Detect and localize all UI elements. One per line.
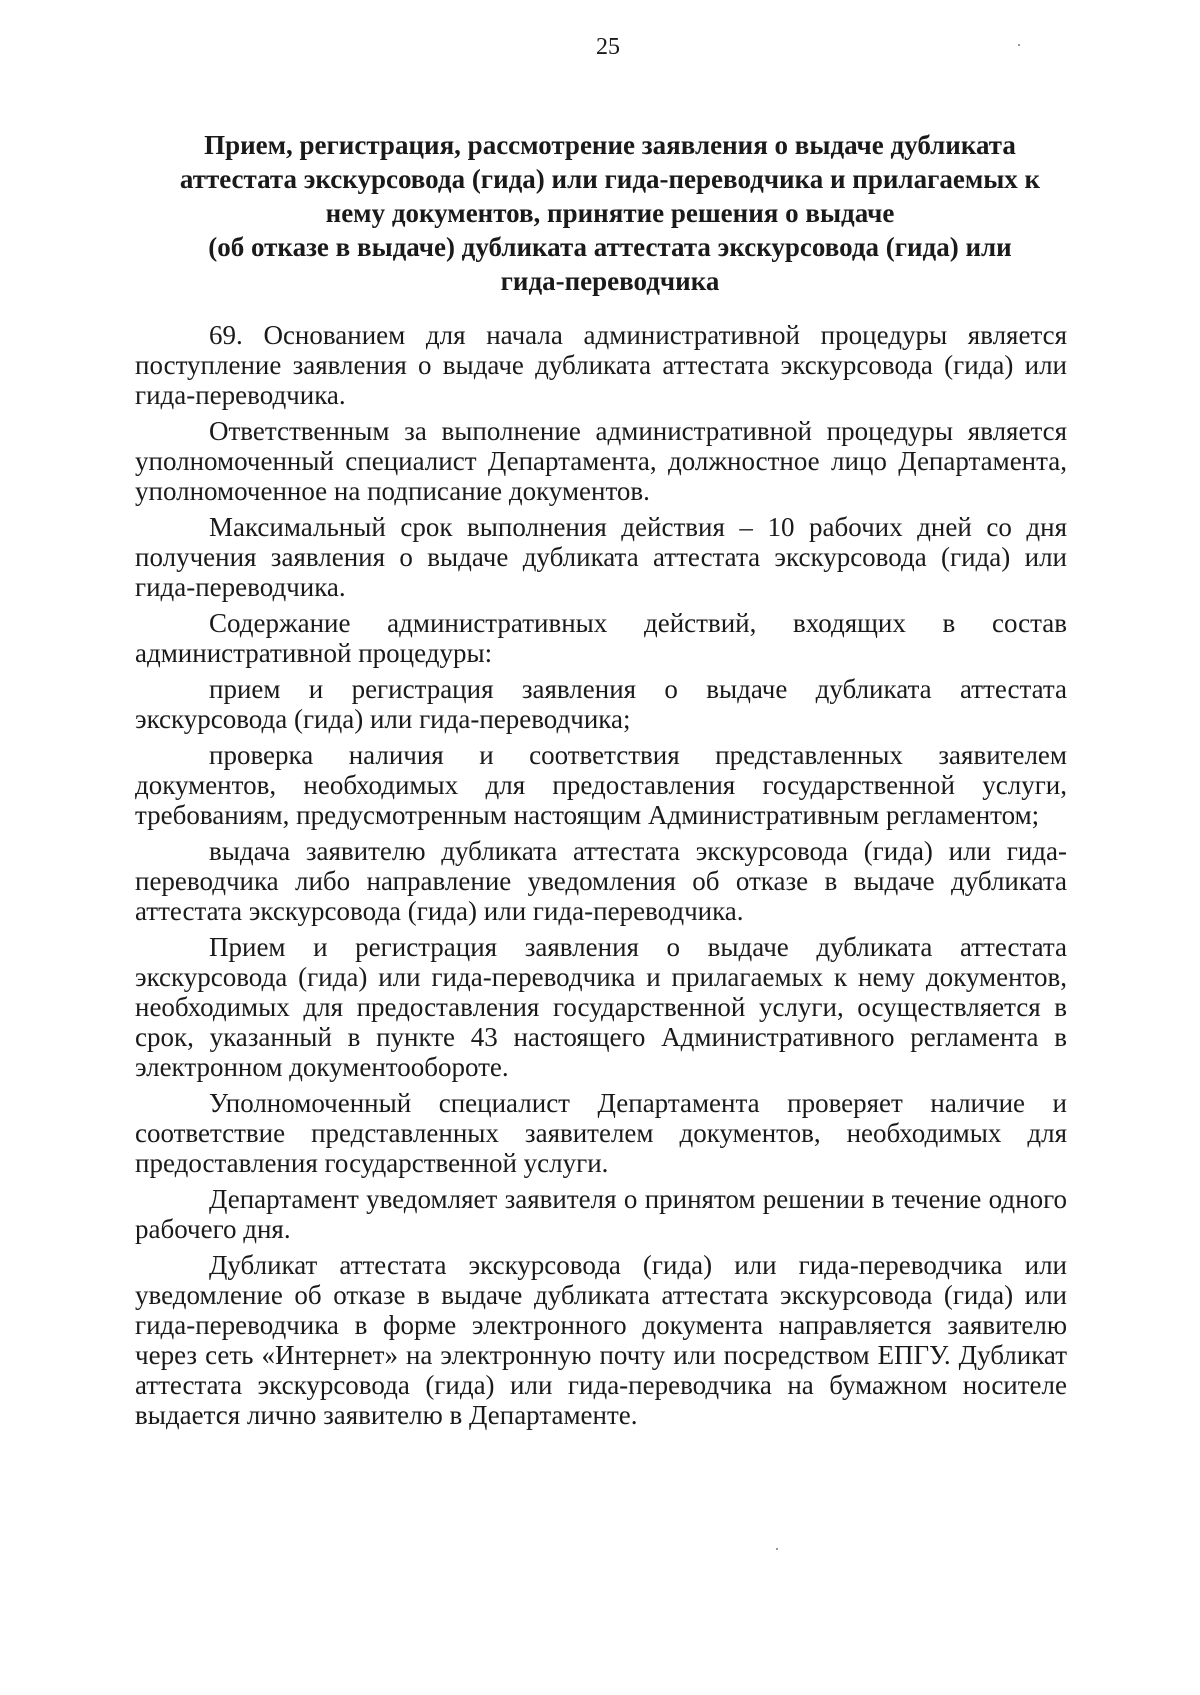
paragraph-notification: Департамент уведомляет заявителя о принятом решении в течение одного рабочего дня. [135,1184,1067,1244]
heading-line: Прием, регистрация, рассмотрение заявления о выдаче дубликата [204,130,1016,160]
scan-dot [776,1548,778,1550]
paragraph-receipt-term: Прием и регистрация заявления о выдаче дубликата аттестата экскурсовода (гида) или гида-переводчика и прилагаемых к нему документов, необходимых для предоставления государственной услуги, осуществляется в срок, указанный в пункте 43 настоящего Административного регламента в электронном документообороте. [135,932,1067,1082]
heading-line: нему документов, принятие решения о выдаче [325,198,895,228]
heading-line: (об отказе в выдаче) дубликата аттестата экскурсовода (гида) или [208,232,1012,262]
paragraph-max-term: Максимальный срок выполнения действия – 10 рабочих дней со дня получения заявления о выдаче дубликата аттестата экскурсовода (гида) или гида-переводчика. [135,512,1067,602]
paragraph-delivery: Дубликат аттестата экскурсовода (гида) или гида-переводчика или уведомление об отказе в выдаче дубликата аттестата экскурсовода (гида) или гида-переводчика в форме электронного документа направляется заявителю через сеть «Интернет» на электронную почту или посредством ЕПГУ. Дубликат аттестата экскурсовода (гида) или гида-переводчика на бумажном носителе выдается лично заявителю в Департаменте. [135,1250,1067,1430]
heading-line: гида-переводчика [500,266,720,296]
page-number: 25 [596,34,620,60]
paragraph-69-basis: 69. Основанием для начала административной процедуры является поступление заявления о выдаче дубликата аттестата экскурсовода (гида) или гида-переводчика. [135,320,1067,410]
document-body [135,320,1067,1436]
paragraph-action-issue: выдача заявителю дубликата аттестата экскурсовода (гида) или гида-переводчика либо направление уведомления об отказе в выдаче дубликата аттестата экскурсовода (гида) или гида-переводчика. [135,836,1067,926]
paragraph-action-check: проверка наличия и соответствия представленных заявителем документов, необходимых для предоставления государственной услуги, требованиям, предусмотренным настоящим Административным регламентом; [135,740,1067,830]
section-heading [140,128,1080,298]
paragraph-actions-content: Содержание административных действий, входящих в состав административной процедуры: [135,608,1067,668]
paragraph-responsible: Ответственным за выполнение административной процедуры является уполномоченный специалист Департамента, должностное лицо Департамента, уполномоченное на подписание документов. [135,416,1067,506]
heading-line: аттестата экскурсовода (гида) или гида-переводчика и прилагаемых к [179,164,1041,194]
scan-dot [1018,44,1020,46]
paragraph-specialist-check: Уполномоченный специалист Департамента проверяет наличие и соответствие представленных заявителем документов, необходимых для предоставления государственной услуги. [135,1088,1067,1178]
paragraph-action-receipt: прием и регистрация заявления о выдаче дубликата аттестата экскурсовода (гида) или гида-переводчика; [135,674,1067,734]
